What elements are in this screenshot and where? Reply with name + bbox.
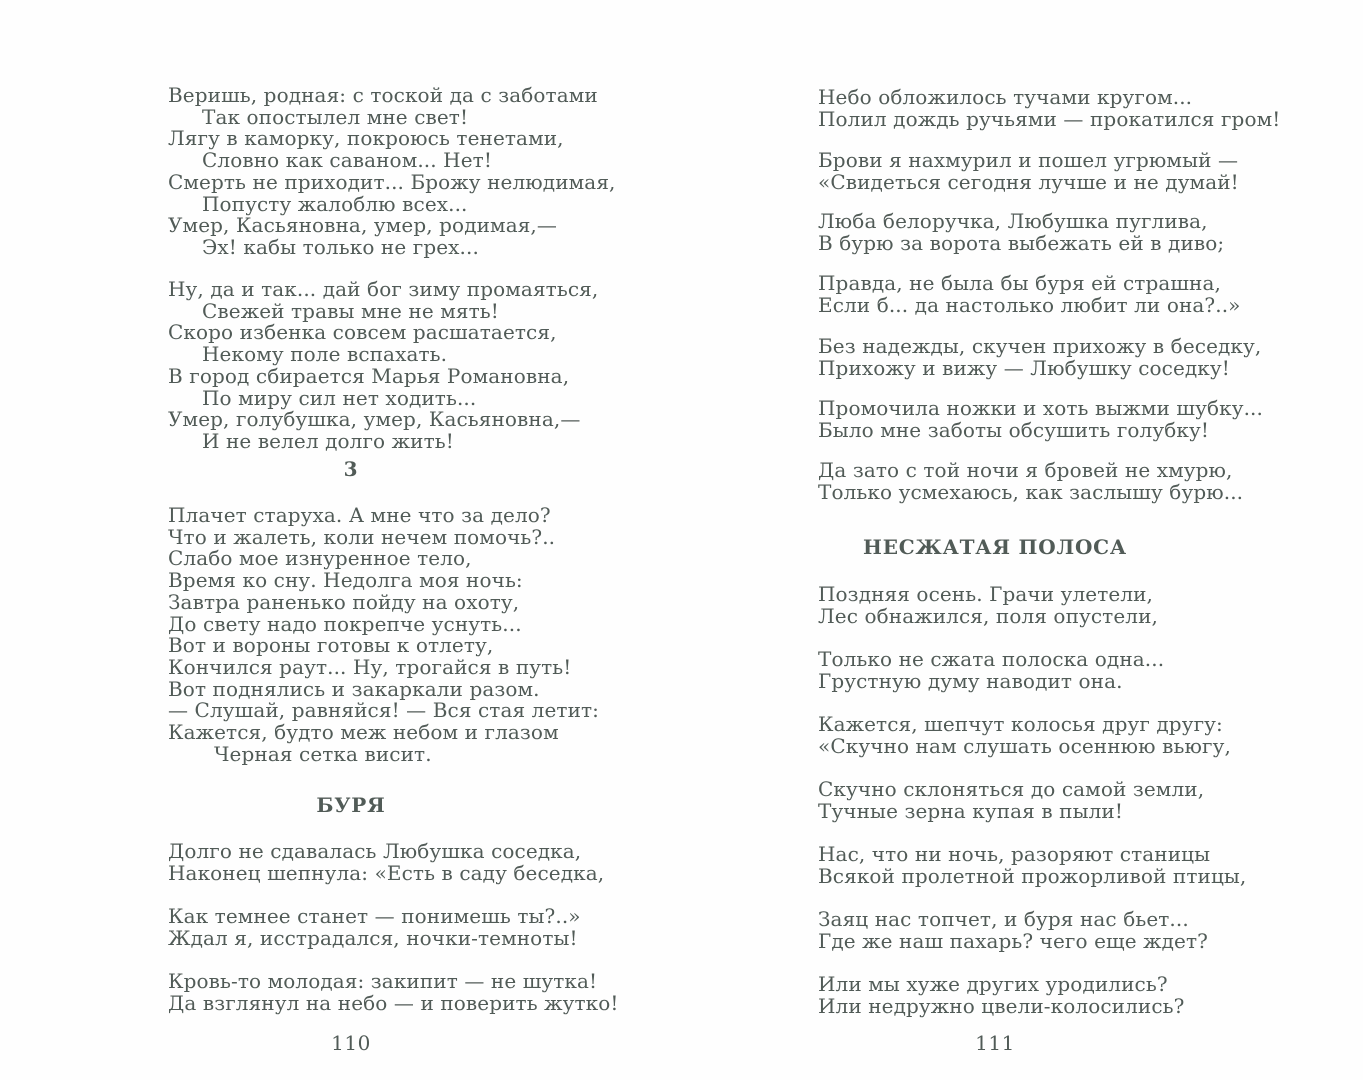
poem-title: БУРЯ <box>316 793 386 817</box>
poem-line: Вот поднялись и закаркали разом. <box>168 676 540 701</box>
poem-line: Без надежды, скучен прихожу в беседку, <box>818 334 1262 358</box>
poem-line: Что и жалеть, коли нечем помочь?.. <box>168 524 556 549</box>
poem-line: Свежей травы мне не мять! <box>202 298 499 323</box>
poem-line: Кровь-то молодая: закипит — не шутка! <box>168 969 598 993</box>
poem-line: Эх! кабы только не грех... <box>202 234 479 259</box>
poem-line: Кончился раут... Ну, трогайся в путь! <box>168 654 572 679</box>
poem-line: Кажется, шепчут колосья друг другу: <box>818 712 1223 736</box>
poem-line: Правда, не была бы буря ей страшна, <box>818 271 1221 295</box>
poem-line: Наконец шепнула: «Есть в саду беседка, <box>168 860 605 885</box>
page-number-left: 110 <box>331 1031 371 1055</box>
poem-line: Черная сетка висит. <box>214 741 432 766</box>
poem-line: Некому поле вспахать. <box>202 342 448 367</box>
poem-line: Да зато с той ночи я бровей не хмурю, <box>818 458 1233 482</box>
poem-line: «Свидеться сегодня лучше и не думай! <box>818 169 1239 194</box>
poem-stanza <box>818 334 1262 380</box>
poem-stanza <box>168 904 581 950</box>
poem-line: В бурю за ворота выбежать ей в диво; <box>818 230 1225 255</box>
poem-line: Заяц нас топчет, и буря нас бьет... <box>818 907 1189 931</box>
poem-stanza <box>818 972 1185 1018</box>
poem-line: Словно как саваном... Нет! <box>202 148 492 173</box>
poem-stanza <box>818 712 1231 758</box>
poem-line: Плачет старуха. А мне что за дело? <box>168 503 551 527</box>
poem-line: Было мне заботы обсушить голубку! <box>818 417 1209 442</box>
poem-line: Слабо мое изнуренное тело, <box>168 546 472 571</box>
poem-line: Так опостылел мне свет! <box>202 104 469 129</box>
poem-line: Ну, да и так... дай бог зиму промаяться, <box>168 277 599 301</box>
poem-line: Умер, Касьяновна, умер, родимая,— <box>168 213 557 238</box>
poem-line: Тучные зерна купая в пыли! <box>818 798 1123 823</box>
poem-stanza <box>168 83 616 259</box>
poem-line: В город сбирается Марья Романовна, <box>168 363 570 388</box>
poem-line: Или недружно цвели-колосились? <box>818 993 1185 1018</box>
poem-stanza <box>168 969 619 1015</box>
poem-line: Только не сжата полоска одна... <box>818 647 1165 671</box>
poem-stanza <box>818 396 1263 442</box>
poem-line: Только усмехаюсь, как заслышу бурю... <box>818 479 1244 504</box>
page-number-right: 111 <box>975 1031 1015 1055</box>
poem-line: Умер, голубушка, умер, Касьяновна,— <box>168 407 581 432</box>
poem-line: Брови я нахмурил и пошел угрюмый — <box>818 148 1239 172</box>
poem-stanza <box>168 839 605 885</box>
poem-line: Нас, что ни ночь, разоряют станицы <box>818 842 1211 866</box>
poem-line: Лягу в каморку, покроюсь тенетами, <box>168 126 564 151</box>
poem-line: Да взглянул на небо — и поверить жутко! <box>168 990 619 1015</box>
poem-line: И не велел долго жить! <box>202 428 454 453</box>
poem-line: Полил дождь ручьями — прокатился гром! <box>818 106 1281 131</box>
poem-stanza <box>818 271 1241 317</box>
poem-line: — Слушай, равняйся! — Вся стая летит: <box>168 698 600 723</box>
poem-line: Как темнее станет — понимешь ты?..» <box>168 904 581 928</box>
poem-stanza <box>818 584 1172 627</box>
book-page-left <box>168 0 619 1080</box>
poem-line: Поздняя осень. Грачи улетели, <box>818 582 1154 606</box>
poem-line: Скучно склоняться до самой земли, <box>818 777 1205 801</box>
poem-stanza <box>818 907 1208 953</box>
poem-line: Всякой пролетной прожорливой птицы, <box>818 863 1247 888</box>
poem-line: Попусту жалоблю всех... <box>202 191 468 216</box>
poem-stanza <box>818 85 1281 131</box>
poem-line: Грустную думу наводит она. <box>818 668 1123 693</box>
poem-title: 3 <box>343 457 359 481</box>
poem-line: Вот и вороны готовы к отлету, <box>168 633 494 658</box>
poem-line: Кажется, будто меж небом и глазом <box>168 720 559 745</box>
poem-line: Долго не сдавалась Любушка соседка, <box>168 839 582 863</box>
poem-stanza <box>818 209 1225 255</box>
poem-line: До свету надо покрепче уснуть... <box>168 611 522 636</box>
poem-stanza <box>818 777 1205 823</box>
poem-line: Веришь, родная: с тоской да с заботами <box>168 83 598 107</box>
poem-stanza <box>168 503 600 766</box>
poem-line: Смерть не приходит... Брожу нелюдимая, <box>168 169 616 194</box>
poem-stanza <box>818 649 1172 692</box>
poem-line: Небо обложилось тучами кругом... <box>818 85 1193 109</box>
poem-line: По миру сил нет ходить... <box>202 385 477 410</box>
poem-line: Где же наш пахарь? чего еще ждет? <box>818 928 1208 953</box>
poem-stanza <box>818 842 1247 888</box>
poem-line: Скоро избенка совсем расшатается, <box>168 320 557 345</box>
poem-line: Прихожу и вижу — Любушку соседку! <box>818 355 1230 380</box>
poem-stanza <box>168 277 599 453</box>
poem-line: Завтра раненько пойду на охоту, <box>168 589 520 614</box>
poem-line: Или мы хуже других уродились? <box>818 972 1168 996</box>
poem-stanza <box>818 148 1239 194</box>
poem-line: Промочила ножки и хоть выжми шубку... <box>818 396 1263 420</box>
poem-stanza <box>818 458 1244 504</box>
poem-line: Люба белоручка, Любушка пуглива, <box>818 209 1208 233</box>
poem-line: Ждал я, исстрадался, ночки-темноты! <box>168 925 578 950</box>
poem-line: Лес обнажился, поля опустели, <box>818 603 1158 628</box>
poem-title: НЕСЖАТАЯ ПОЛОСА <box>863 535 1127 559</box>
book-page-right <box>818 0 1281 1080</box>
poem-line: Время ко сну. Недолга моя ночь: <box>168 568 523 593</box>
poem-line: «Скучно нам слушать осеннюю вьюгу, <box>818 733 1231 758</box>
poem-line: Если б... да настолько любит ли она?..» <box>818 292 1241 317</box>
